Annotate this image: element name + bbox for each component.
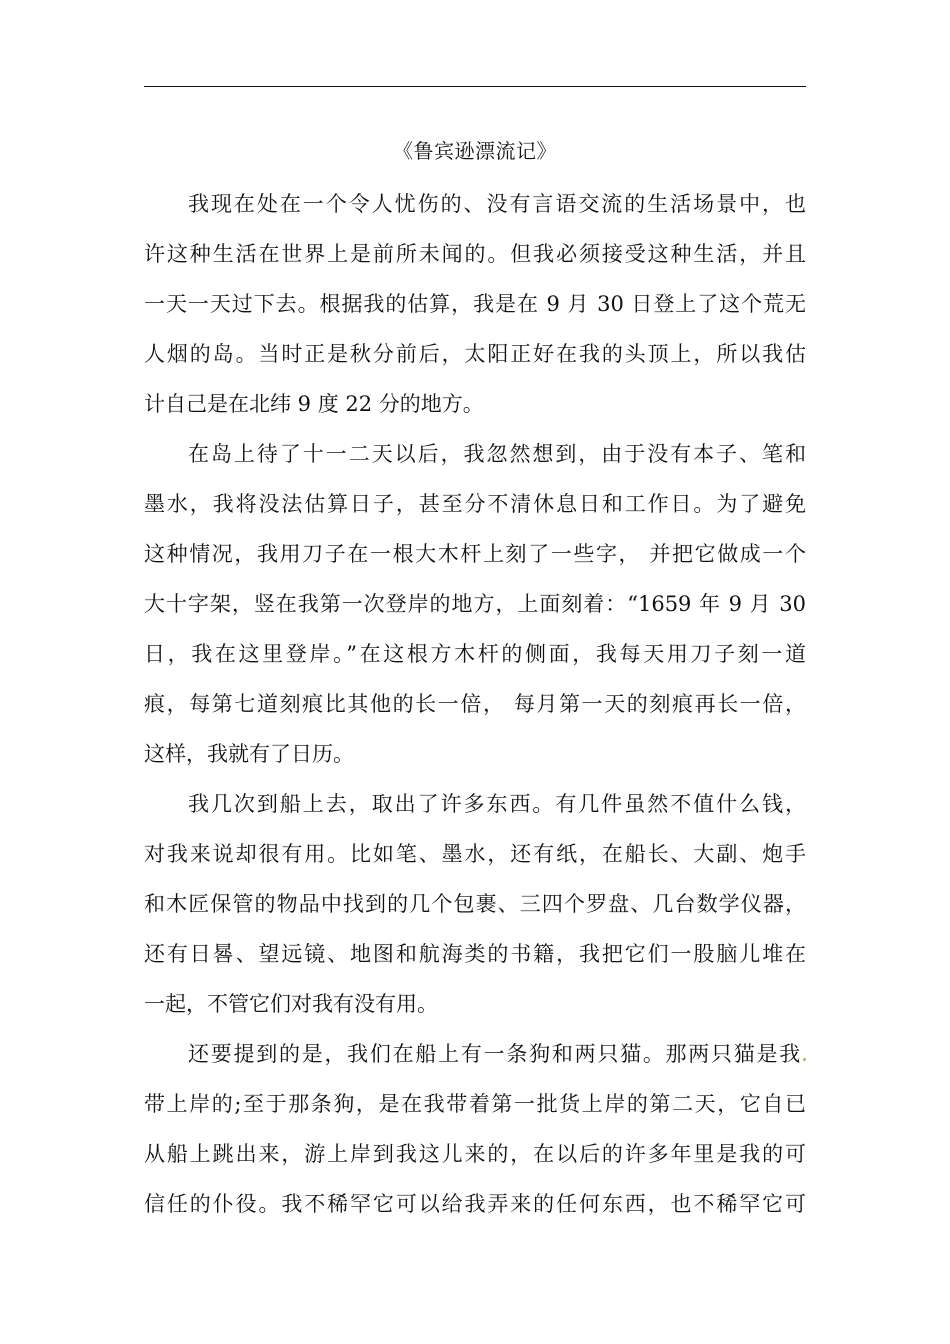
text-line: 带上岸的;至于那条狗，是在我带着第一批货上岸的第二天，它自已 (144, 1092, 806, 1116)
text-line: 日，我在这里登岸。”在这根方木杆的侧面，我每天用刀子刻一道 (144, 642, 806, 666)
text-line: 在岛上待了十一二天以后，我忽然想到，由于没有本子、笔和 (188, 442, 806, 466)
text-line: 从船上跳出来，游上岸到我这儿来的，在以后的许多年里是我的可 (144, 1142, 806, 1166)
document-body (144, 179, 806, 1229)
text-line: 墨水，我将没法估算日子，甚至分不清休息日和工作日。为了避免 (144, 492, 806, 516)
paragraph (144, 179, 806, 429)
text-line: 一起，不管它们对我有没有用。 (144, 992, 438, 1016)
text-line-content: 还要提到的是，我们在船上有一条狗和两只猫。那两只猫是我 (188, 1042, 802, 1066)
text-line: 计自己是在北纬 9 度 22 分的地方。 (144, 392, 484, 416)
text-line: 信任的仆役。我不稀罕它可以给我弄来的任何东西，也不稀罕它可 (144, 1192, 806, 1216)
text-line: 我现在处在一个令人忧伤的、没有言语交流的生活场景中，也 (188, 192, 806, 216)
text-line: 许这种生活在世界上是前所未闻的。但我必须接受这种生活，并且 (144, 242, 806, 266)
text-line: 和木匠保管的物品中找到的几个包裹、三四个罗盘、几台数学仪器， (144, 892, 806, 916)
text-line: 大十字架，竖在我第一次登岸的地方，上面刻着：“1659 年 9 月 30 (144, 592, 806, 616)
header-rule (144, 86, 806, 87)
text-line: 还有日晷、望远镜、地图和航海类的书籍，我把它们一股脑儿堆在 (144, 942, 806, 966)
text-line: 我几次到船上去，取出了许多东西。有几件虽然不值什么钱， (188, 792, 806, 816)
text-line: 一天一天过下去。根据我的估算，我是在 9 月 30 日登上了这个荒无 (144, 292, 806, 316)
text-line (144, 1029, 806, 1079)
paragraph (144, 1029, 806, 1229)
text-line: 对我来说却很有用。比如笔、墨水，还有纸，在船长、大副、炮手 (144, 842, 806, 866)
paragraph (144, 779, 806, 1029)
stray-mark (803, 1058, 806, 1061)
paragraph (144, 429, 806, 779)
text-line: 人烟的岛。当时正是秋分前后，太阳正好在我的头顶上，所以我估 (144, 342, 806, 366)
document-title: 《鲁宾逊漂流记》 (393, 139, 557, 163)
text-line: 这种情况，我用刀子在一根大木杆上刻了一些字， 并把它做成一个 (144, 542, 806, 566)
text-line: 痕，每第七道刻痕比其他的长一倍， 每月第一天的刻痕再长一倍， (144, 692, 806, 716)
text-line: 这样，我就有了日历。 (144, 742, 354, 766)
